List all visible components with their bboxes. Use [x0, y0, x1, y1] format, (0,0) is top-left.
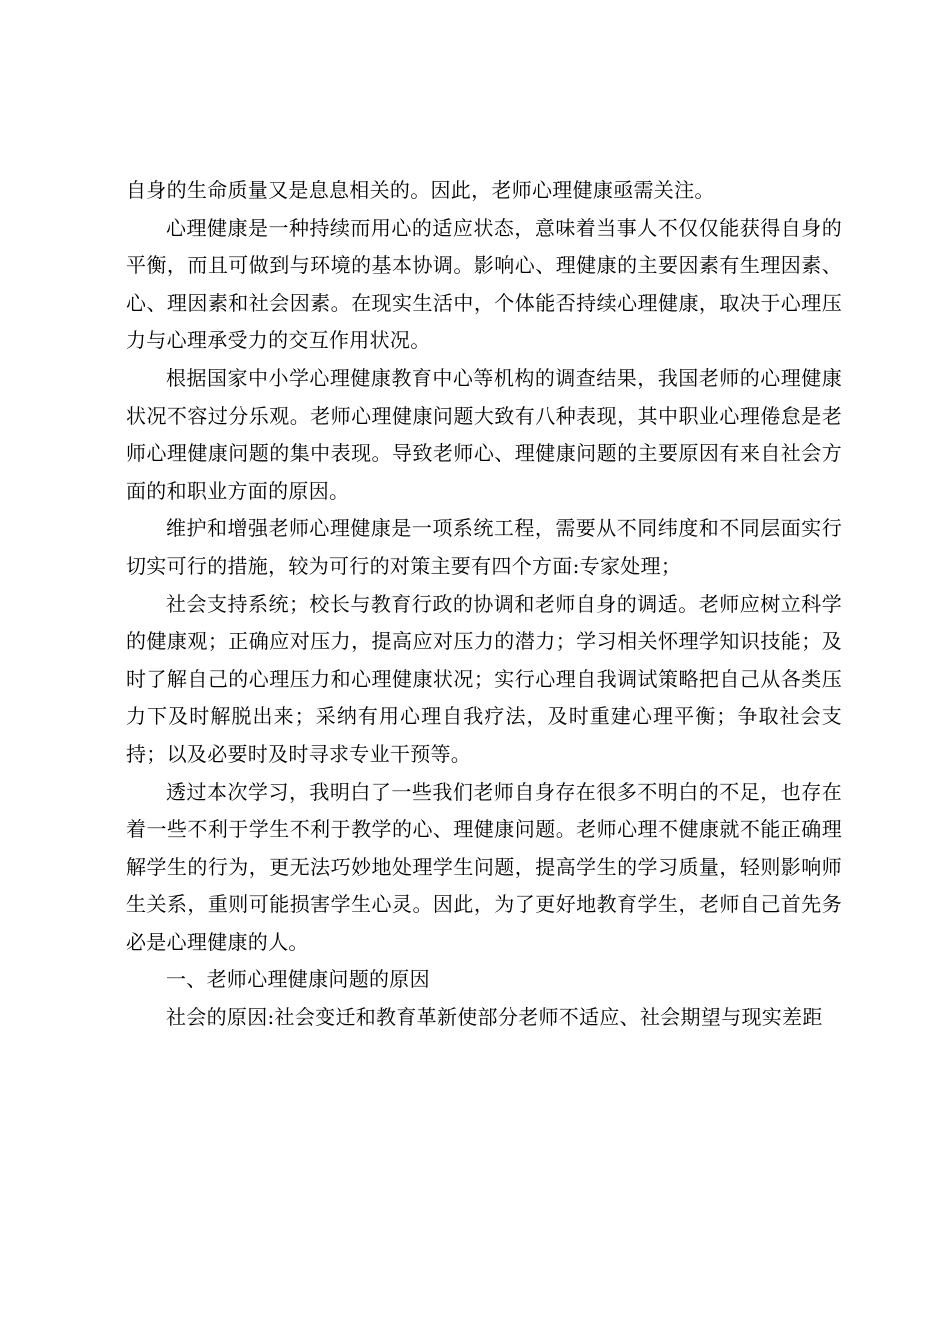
paragraph-countermeasures: 维护和增强老师心理健康是一项系统工程，需要从不同纬度和不同层面实行切实可行的措施，较为可行的对策主要有四个方面:专家处理；	[126, 516, 842, 578]
paragraph-mental-health-definition: 心理健康是一种持续而用心的适应状态，意味着当事人不仅仅能获得自身的平衡，而且可做到与环境的基本协调。影响心、理健康的主要因素有生理因素、心、理因素和社会因素。在现实生活中，个体能否持续心理健康，取决于心理压力与心理承受力的交互作用状况。	[126, 215, 842, 353]
paragraph-support-system: 社会支持系统；校长与教育行政的协调和老师自身的调适。老师应树立科学的健康观；正确应对压力，提高应对压力的潜力；学习相关怀理学知识技能；及时了解自己的心理压力和心理健康状况；实行心理自我调试策略把自己从各类压力下及时解脱出来；采纳有用心理自我疗法，及时重建心理平衡；争取社会支持；以及必要时及时寻求专业干预等。	[126, 591, 842, 766]
section-heading-causes: 一、老师心理健康问题的原因	[166, 967, 430, 992]
document-body	[126, 172, 842, 1037]
paragraph-social-causes: 社会的原因:社会变迁和教育革新使部分老师不适应、社会期望与现实差距	[166, 1005, 823, 1030]
paragraph-learning-reflection: 透过本次学习，我明白了一些我们老师自身存在很多不明白的不足，也存在着一些不利于学生不利于教学的心、理健康问题。老师心理不健康就不能正确理解学生的行为，更无法巧妙地处理学生问题，提高学生的学习质量，轻则影响师生关系，重则可能损害学生心灵。因此，为了更好地教育学生，老师自己首先务必是心理健康的人。	[126, 779, 842, 954]
paragraph-continuation: 自身的生命质量又是息息相关的。因此，老师心理健康亟需关注。	[126, 178, 715, 202]
paragraph-survey-results: 根据国家中小学心理健康教育中心等机构的调查结果，我国老师的心理健康状况不容过分乐观。老师心理健康问题大致有八种表现，其中职业心理倦怠是老师心理健康问题的集中表现。导致老师心、理健康问题的主要原因有来自社会方面的和职业方面的原因。	[126, 365, 842, 503]
